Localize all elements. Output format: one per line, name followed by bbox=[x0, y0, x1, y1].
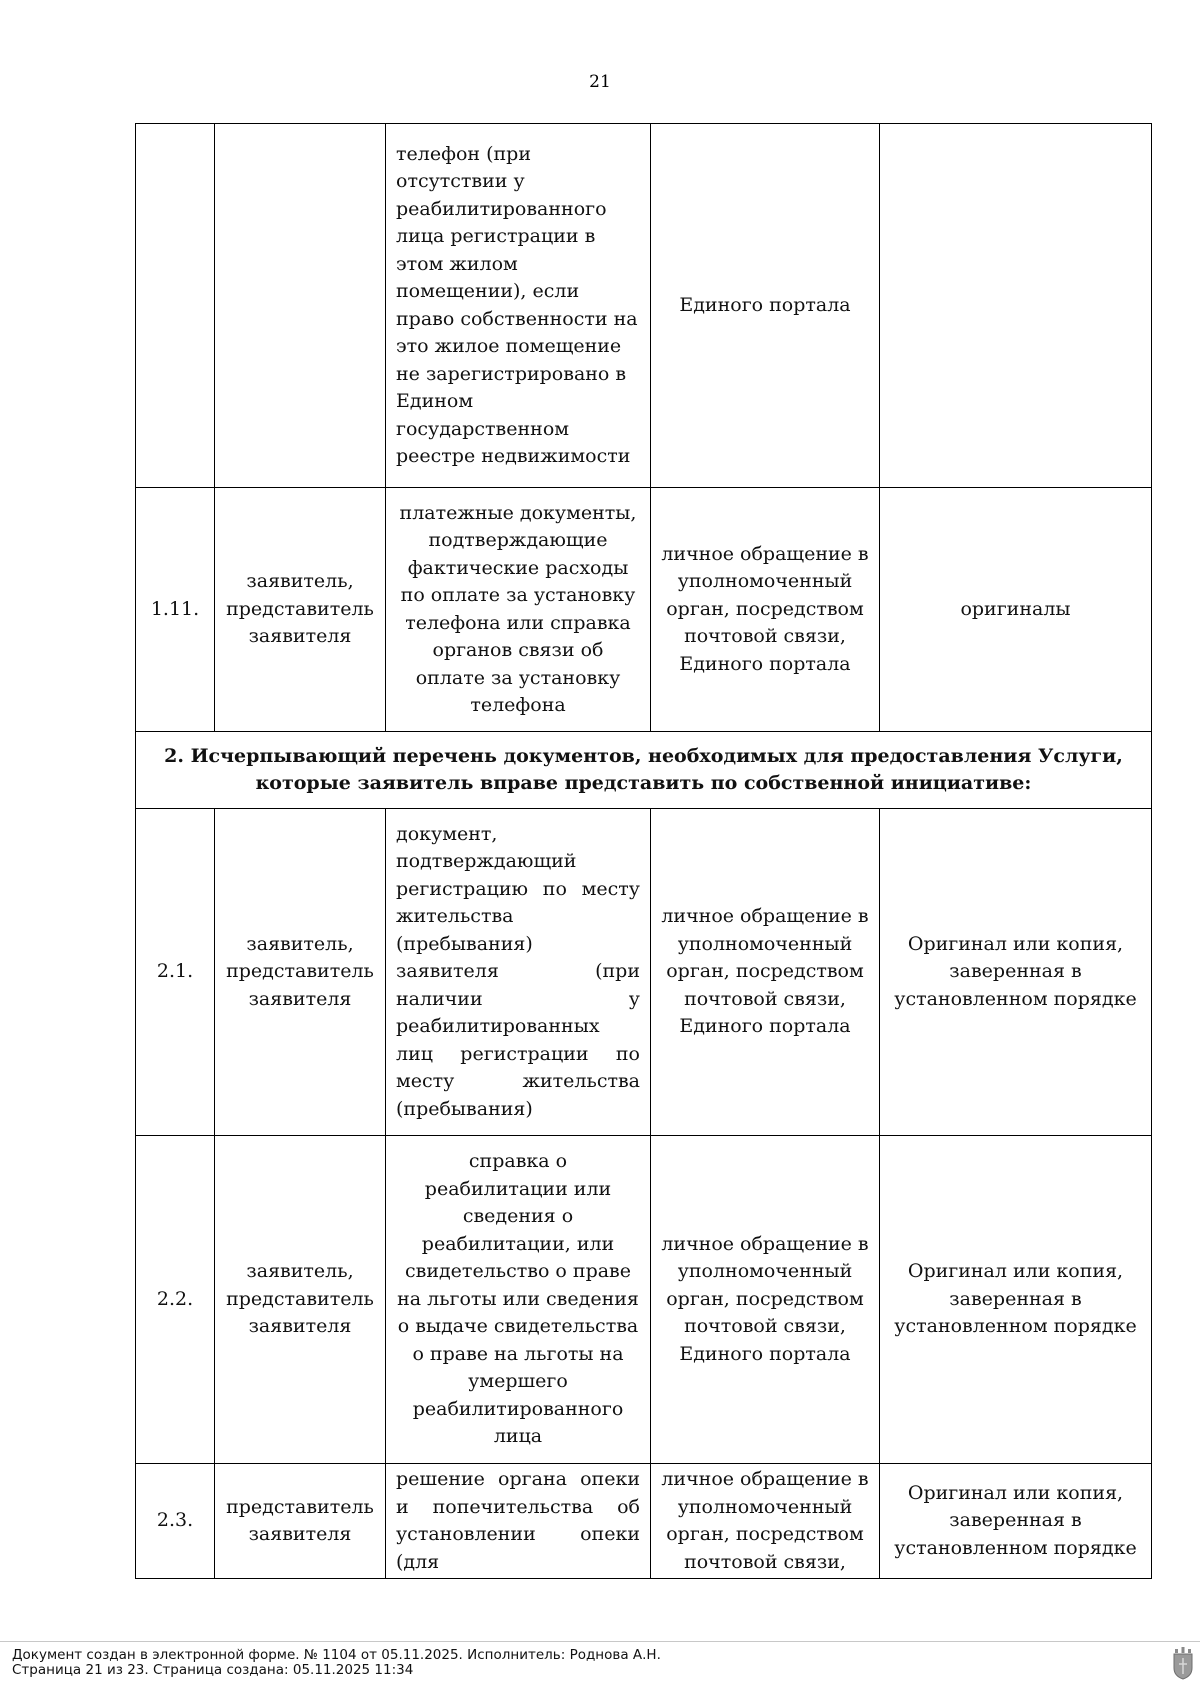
cell-document: платежные документы, подтверждающие фактические расходы по оплате за установку телефона или справка органов связи об оплате за установку телефона bbox=[386, 488, 651, 732]
table-row bbox=[136, 488, 1152, 732]
cell-submission-method: личное обращение в уполномоченный орган, посредством почтовой связи, Единого портала bbox=[651, 488, 880, 732]
cell-number: 2.3. bbox=[136, 1464, 215, 1579]
cell-number: 1.11. bbox=[136, 488, 215, 732]
cell-applicant bbox=[215, 124, 386, 488]
cell-document-form: оригиналы bbox=[880, 488, 1152, 732]
cell-submission-method: Единого портала bbox=[651, 124, 880, 488]
cell-document: справка о реабилитации или сведения о реабилитации, или свидетельство о праве на льготы или сведения о выдаче свидетельства о праве на льготы на умершего реабилитированного лица bbox=[386, 1136, 651, 1464]
cell-submission-method: личное обращение в уполномоченный орган, посредством почтовой связи, Единого портала bbox=[651, 809, 880, 1136]
table-row bbox=[136, 809, 1152, 1136]
cell-applicant: заявитель, представитель заявителя bbox=[215, 809, 386, 1136]
footer-divider bbox=[0, 1641, 1200, 1642]
cell-number: 2.2. bbox=[136, 1136, 215, 1464]
table-row bbox=[136, 124, 1152, 488]
cell-applicant: представитель заявителя bbox=[215, 1464, 386, 1579]
coat-of-arms-icon bbox=[1172, 1646, 1194, 1680]
footer-line-page-info: Страница 21 из 23. Страница создана: 05.11.2025 11:34 bbox=[12, 1662, 414, 1678]
section-heading-row bbox=[136, 732, 1152, 809]
cell-document-form: Оригинал или копия, заверенная в установленном порядке bbox=[880, 1136, 1152, 1464]
cell-submission-method: личное обращение в уполномоченный орган, посредством почтовой связи, bbox=[651, 1464, 880, 1579]
page-number: 21 bbox=[589, 72, 611, 92]
section-heading: 2. Исчерпывающий перечень документов, необходимых для предоставления Услуги, которые заявитель вправе представить по собственной инициативе: bbox=[136, 732, 1152, 809]
table-row bbox=[136, 1136, 1152, 1464]
cell-document: телефон (при отсутствии у реабилитированного лица регистрации в этом жилом помещении), если право собственности на это жилое помещение не зарегистрировано в Едином государственном реестре недвижимости bbox=[386, 124, 651, 488]
cell-number bbox=[136, 124, 215, 488]
cell-applicant: заявитель, представитель заявителя bbox=[215, 1136, 386, 1464]
table-row bbox=[136, 1464, 1152, 1579]
document-footer bbox=[12, 1648, 661, 1678]
footer-line-document-info: Документ создан в электронной форме. № 1104 от 05.11.2025. Исполнитель: Роднова А.Н. bbox=[12, 1647, 661, 1663]
cell-document: документ, подтверждающий регистрацию по месту жительства (пребывания) заявителя (при наличии у реабилитированных лиц регистрации по месту жительства (пребывания) bbox=[386, 809, 651, 1136]
documents-table bbox=[135, 123, 1152, 1579]
cell-document-form: Оригинал или копия, заверенная в установленном порядке bbox=[880, 809, 1152, 1136]
cell-document-form bbox=[880, 124, 1152, 488]
cell-document-form: Оригинал или копия, заверенная в установленном порядке bbox=[880, 1464, 1152, 1579]
cell-document: решение органа опеки и попечительства об установлении опеки (для bbox=[386, 1464, 651, 1579]
cell-number: 2.1. bbox=[136, 809, 215, 1136]
cell-applicant: заявитель, представитель заявителя bbox=[215, 488, 386, 732]
cell-submission-method: личное обращение в уполномоченный орган, посредством почтовой связи, Единого портала bbox=[651, 1136, 880, 1464]
